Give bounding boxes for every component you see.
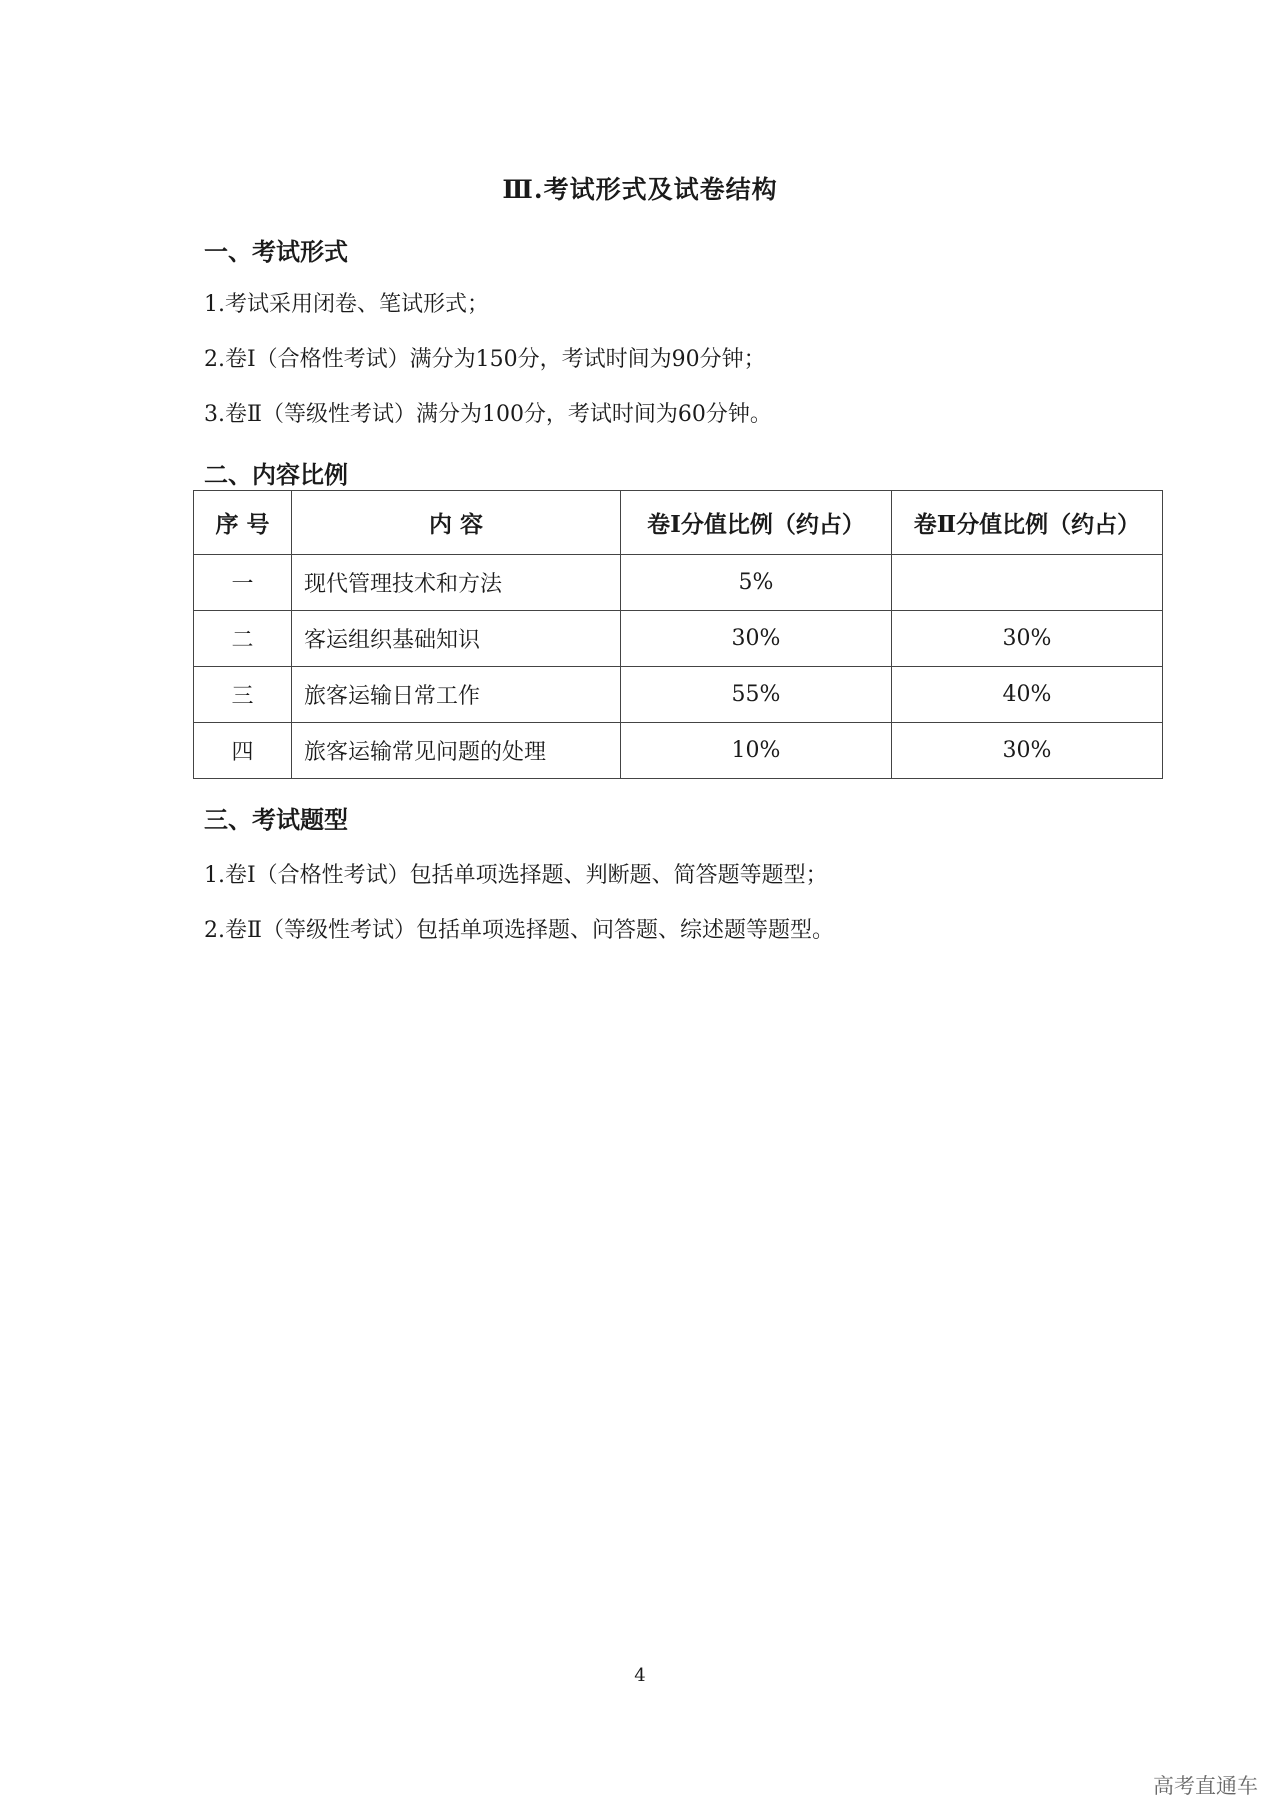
exam-form-item-1: 1.考试采用闭卷、笔试形式； <box>204 292 489 317</box>
row-content: 现代管理技术和方法 <box>292 555 621 611</box>
row-index: 一 <box>194 555 292 611</box>
row-content: 旅客运输常见问题的处理 <box>292 723 621 779</box>
table-row <box>194 723 1163 779</box>
table-row <box>194 555 1163 611</box>
header-paper2-ratio: 卷Ⅱ分值比例（约占） <box>892 491 1163 555</box>
section-heading-exam-form: 一、考试形式 <box>204 237 348 266</box>
row-paper2-ratio: 30% <box>892 723 1163 779</box>
section-heading-question-types: 三、考试题型 <box>204 805 348 834</box>
exam-form-item-2: 2.卷Ⅰ（合格性考试）满分为150分，考试时间为90分钟； <box>204 347 766 372</box>
row-paper2-ratio <box>892 555 1163 611</box>
header-content: 内 容 <box>292 491 621 555</box>
question-types-item-2: 2.卷Ⅱ（等级性考试）包括单项选择题、问答题、综述题等题型。 <box>204 918 834 943</box>
row-paper1-ratio: 55% <box>621 667 892 723</box>
header-index: 序 号 <box>194 491 292 555</box>
row-paper2-ratio: 40% <box>892 667 1163 723</box>
watermark-text: 高考直通车 <box>1153 1774 1258 1798</box>
row-paper1-ratio: 10% <box>621 723 892 779</box>
exam-form-item-3: 3.卷Ⅱ（等级性考试）满分为100分，考试时间为60分钟。 <box>204 402 772 427</box>
section-heading-content-ratio: 二、内容比例 <box>204 460 348 489</box>
header-paper1-ratio: 卷Ⅰ分值比例（约占） <box>621 491 892 555</box>
row-index: 二 <box>194 611 292 667</box>
row-content: 旅客运输日常工作 <box>292 667 621 723</box>
table-header-row <box>194 491 1163 555</box>
content-ratio-table <box>193 490 1163 779</box>
row-paper1-ratio: 30% <box>621 611 892 667</box>
table-row <box>194 667 1163 723</box>
row-paper2-ratio: 30% <box>892 611 1163 667</box>
row-index: 四 <box>194 723 292 779</box>
question-types-item-1: 1.卷Ⅰ（合格性考试）包括单项选择题、判断题、简答题等题型； <box>204 863 828 888</box>
row-index: 三 <box>194 667 292 723</box>
page-number: 4 <box>634 1665 646 1686</box>
row-paper1-ratio: 5% <box>621 555 892 611</box>
row-content: 客运组织基础知识 <box>292 611 621 667</box>
page-title: Ⅲ.考试形式及试卷结构 <box>502 175 778 204</box>
table-row <box>194 611 1163 667</box>
